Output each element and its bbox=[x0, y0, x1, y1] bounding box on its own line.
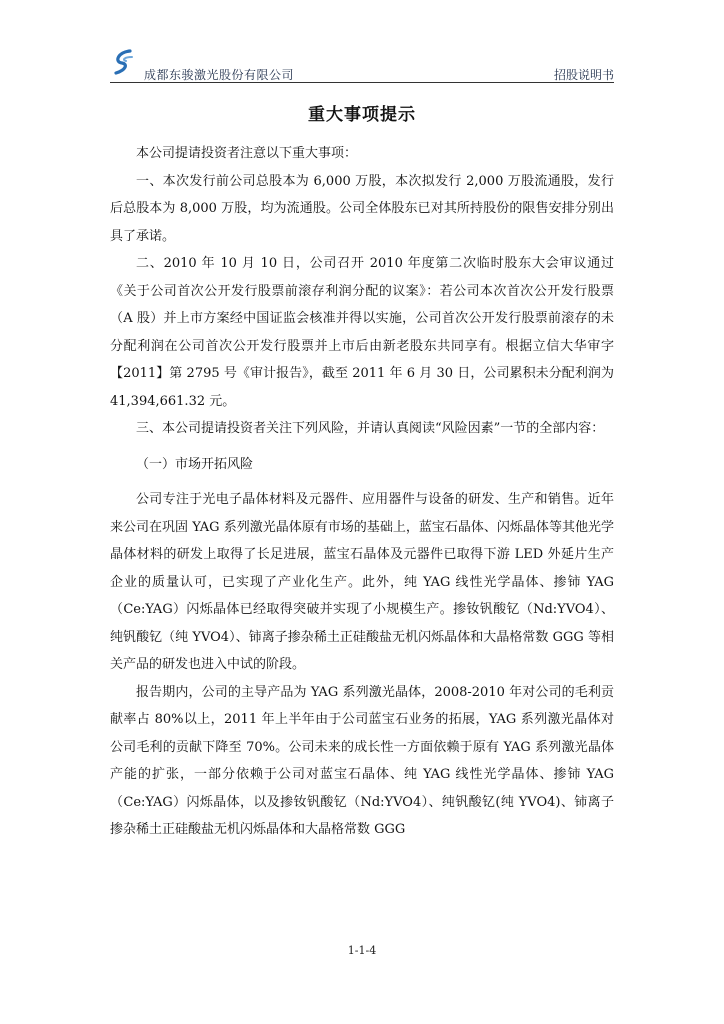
paragraph-item-1: 一、本次发行前公司总股本为 6,000 万股，本次拟发行 2,000 万股流通股，发行后总股本为 8,000 万股，均为流通股。公司全体股东已对其所持股份的限售安排分别出具了承诺。 bbox=[110, 173, 614, 244]
section-heading-market-risk: （一）市场开拓风险 bbox=[136, 456, 254, 472]
page-number: 1-1-4 bbox=[347, 944, 377, 957]
document-body bbox=[110, 140, 614, 844]
paragraph-item-3: 三、本公司提请投资者关注下列风险，并请认真阅读“风险因素”一节的全部内容： bbox=[136, 421, 605, 436]
page-header bbox=[110, 48, 614, 84]
header-divider bbox=[110, 82, 614, 83]
document-type: 招股说明书 bbox=[553, 68, 614, 82]
paragraph-intro: 本公司提请投资者注意以下重大事项： bbox=[136, 146, 358, 161]
company-name: 成都东骏激光股份有限公司 bbox=[144, 68, 295, 82]
paragraph-market-risk-2: 报告期内，公司的主导产品为 YAG 系列激光晶体，2008-2010 年对公司的毛利贡献率占 80%以上，2011 年上半年由于公司蓝宝石业务的拓展，YAG 系列激光晶体对公司毛利的贡献下降至 70%。公司未来的成长性一方面依赖于原有 YAG 系列激光晶体产能的扩张，一部分依赖于公司对蓝宝石晶体、纯 YAG 线性光学晶体、掺铈 YAG（Ce:YAG）闪烁晶体，以及掺钕钒酸钇（Nd:YVO4）、纯钒酸钇(纯 YVO4)、铈离子掺杂稀土正硅酸盐无机闪烁晶体和大晶格常数 GGG bbox=[110, 684, 614, 837]
page-title: 重大事项提示 bbox=[308, 105, 416, 125]
company-logo-icon bbox=[110, 48, 138, 76]
paragraph-item-2: 二、2010 年 10 月 10 日，公司召开 2010 年度第二次临时股东大会审议通过《关于公司首次公开发行股票前滚存利润分配的议案》：若公司本次首次公开发行股票（A 股）并上市方案经中国证监会核准并得以实施，公司首次公开发行股票前滚存的未分配利润在公司首次公开发行股票并上市后由新老股东共同享有。根据立信大华审字【2011】第 2795 号《审计报告》，截至 2011 年 6 月 30 日，公司累积未分配利润为 41,394,661.32 元。 bbox=[110, 256, 614, 409]
paragraph-market-risk-1: 公司专注于光电子晶体材料及元器件、应用器件与设备的研发、生产和销售。近年来公司在巩固 YAG 系列激光晶体原有市场的基础上，蓝宝石晶体、闪烁晶体等其他光学晶体材料的研发上取得了长足进展，蓝宝石晶体及元器件已取得下游 LED 外延片生产企业的质量认可，已实现了产业化生产。此外，纯 YAG 线性光学晶体、掺铈 YAG（Ce:YAG）闪烁晶体已经取得突破并实现了小规模生产。掺钕钒酸钇（Nd:YVO4）、纯钒酸钇（纯 YVO4）、铈离子掺杂稀土正硅酸盐无机闪烁晶体和大晶格常数 GGG 等相关产品的研发也进入中试的阶段。 bbox=[110, 492, 614, 672]
